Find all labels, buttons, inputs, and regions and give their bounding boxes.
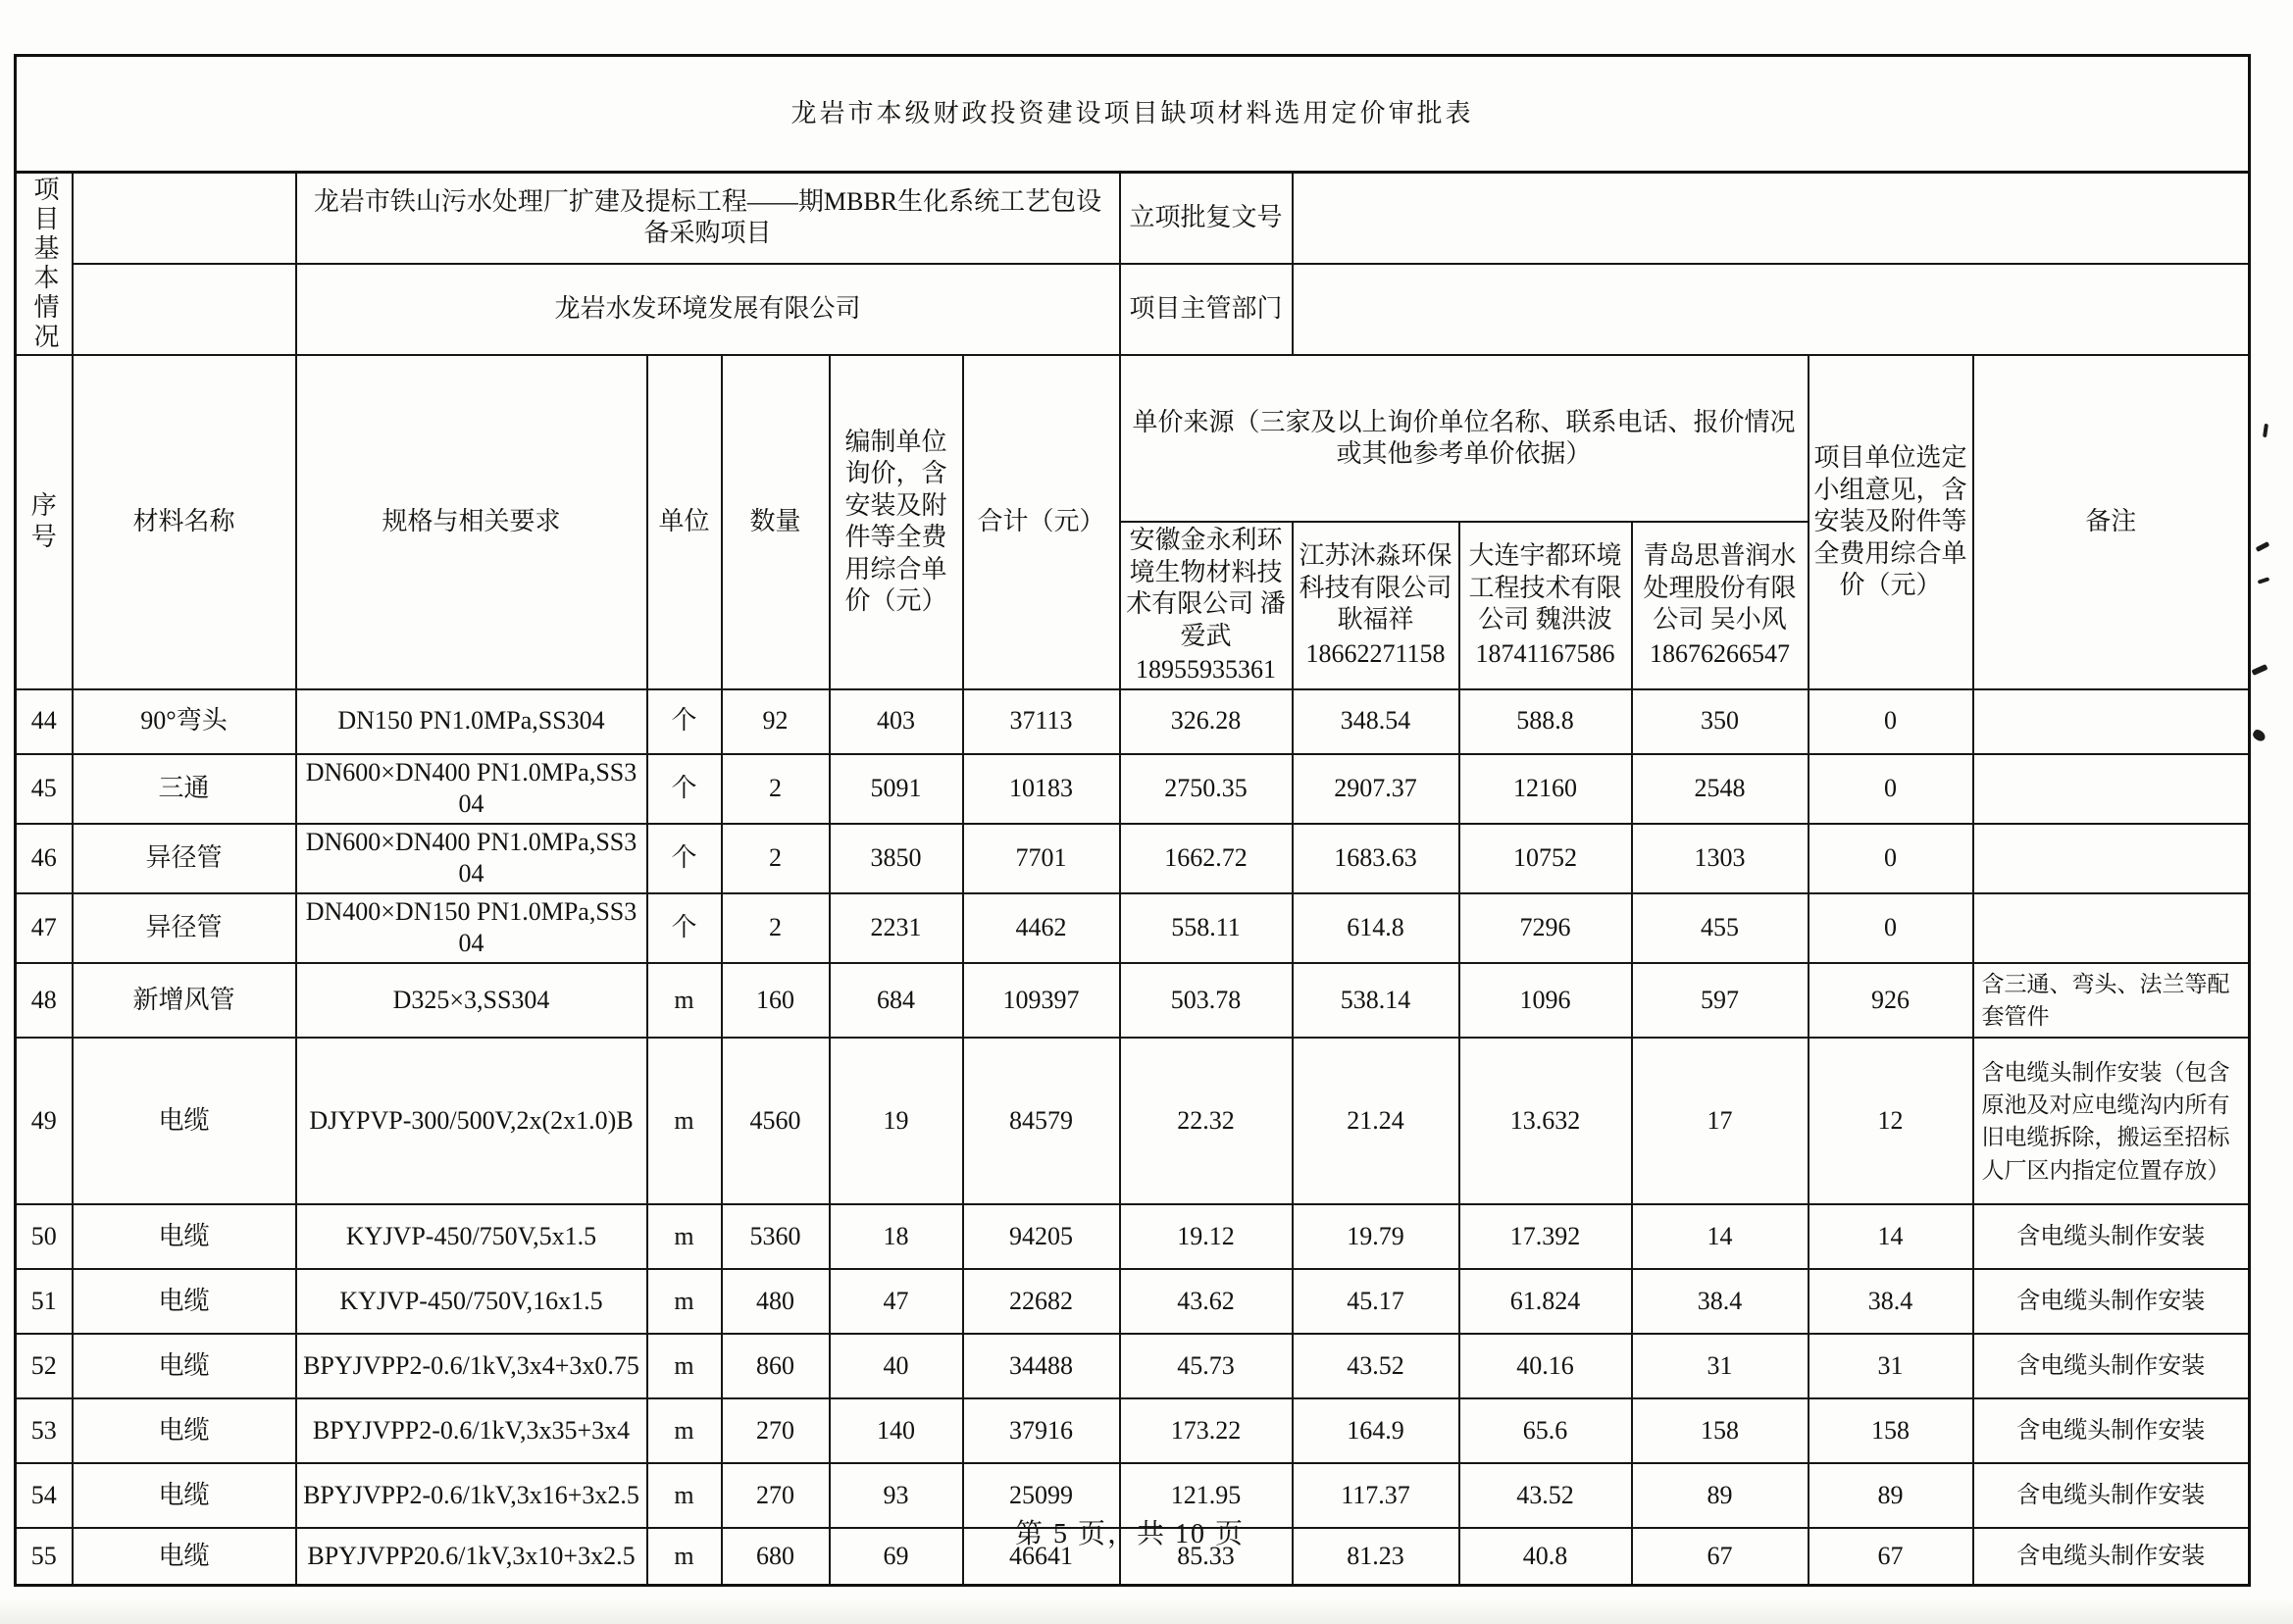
cell-unit: 个 [647,754,722,824]
cell-quote-3: 14 [1632,1204,1809,1269]
cell-quote-1: 348.54 [1293,689,1459,754]
cell-quote-2: 17.392 [1459,1204,1632,1269]
cell-material: 90°弯头 [73,689,296,754]
cell-qty: 92 [722,689,830,754]
cell-spec: BPYJVPP2-0.6/1kV,3x35+3x4 [296,1398,647,1463]
scan-artifact [2258,577,2270,584]
cell-material: 异径管 [73,893,296,963]
header-unit: 单位 [647,355,722,689]
cell-quote-0: 2750.35 [1120,754,1293,824]
cell-qty: 860 [722,1334,830,1398]
cell-quote-1: 43.52 [1293,1334,1459,1398]
cell-seq: 46 [16,824,73,893]
cell-total: 84579 [963,1038,1120,1204]
cell-unit-price: 47 [830,1269,963,1334]
cell-unit-price: 403 [830,689,963,754]
cell-seq: 49 [16,1038,73,1204]
cell-material: 电缆 [73,1398,296,1463]
cell-total: 25099 [963,1463,1120,1528]
cell-material: 异径管 [73,824,296,893]
scan-artifact [2251,664,2268,676]
cell-remark: 含三通、弯头、法兰等配套管件 [1973,963,2250,1039]
cell-unit: 个 [647,893,722,963]
cell-seq: 44 [16,689,73,754]
info-row-company [16,264,2250,355]
cell-unit-price: 93 [830,1463,963,1528]
cell-qty: 5360 [722,1204,830,1269]
vendor-name: 大连宇都环境工程技术有限公司 魏洪波 [1468,541,1622,634]
cell-selected: 31 [1809,1334,1973,1398]
vendor-phone: 18676266547 [1650,638,1790,668]
cell-quote-3: 67 [1632,1528,1809,1585]
header-remark: 备注 [1973,355,2250,689]
cell-seq: 51 [16,1269,73,1334]
cell-qty: 2 [722,754,830,824]
scan-artifact [2251,728,2267,742]
vendor-header-0 [1120,522,1293,689]
cell-remark [1973,689,2250,754]
header-price-source: 单价来源（三家及以上询价单位名称、联系电话、报价情况或其他参考单价依据） [1120,355,1809,522]
cell-seq: 48 [16,963,73,1039]
cell-seq: 53 [16,1398,73,1463]
cell-unit-price: 684 [830,963,963,1039]
cell-unit: 个 [647,824,722,893]
table-row-51 [16,1269,2250,1334]
cell-quote-3: 38.4 [1632,1269,1809,1334]
cell-selected: 0 [1809,754,1973,824]
cell-unit: m [647,1269,722,1334]
cell-qty: 270 [722,1463,830,1528]
cell-quote-1: 19.79 [1293,1204,1459,1269]
cell-remark [1973,893,2250,963]
cell-total: 37916 [963,1398,1120,1463]
cell-seq: 50 [16,1204,73,1269]
header-seq: 序号 [16,355,73,689]
cell-unit: m [647,1463,722,1528]
cell-quote-3: 158 [1632,1398,1809,1463]
cell-quote-3: 455 [1632,893,1809,963]
cell-spec: KYJVP-450/750V,5x1.5 [296,1204,647,1269]
cell-quote-3: 17 [1632,1038,1809,1204]
cell-quote-1: 614.8 [1293,893,1459,963]
cell-total: 22682 [963,1269,1120,1334]
cell-selected: 0 [1809,689,1973,754]
cell-total: 4462 [963,893,1120,963]
cell-spec: D325×3,SS304 [296,963,647,1039]
cell-total: 7701 [963,824,1120,893]
cell-quote-2: 40.8 [1459,1528,1632,1585]
cell-unit: m [647,963,722,1039]
cell-unit-price: 2231 [830,893,963,963]
cell-remark: 含电缆头制作安装 [1973,1204,2250,1269]
cell-quote-2: 13.632 [1459,1038,1632,1204]
cell-material: 电缆 [73,1463,296,1528]
cell-unit-price: 40 [830,1334,963,1398]
cell-spec: BPYJVPP2-0.6/1kV,3x4+3x0.75 [296,1334,647,1398]
cell-qty: 160 [722,963,830,1039]
cell-unit-price: 69 [830,1528,963,1585]
info-blank-cell [73,264,296,355]
cell-selected: 0 [1809,824,1973,893]
cell-quote-2: 40.16 [1459,1334,1632,1398]
cell-quote-0: 558.11 [1120,893,1293,963]
cell-remark: 含电缆头制作安装 [1973,1269,2250,1334]
scan-artifact [0,1599,2293,1624]
cell-quote-2: 1096 [1459,963,1632,1039]
cell-quote-2: 65.6 [1459,1398,1632,1463]
vendor-phone: 18741167586 [1475,638,1615,668]
vendor-name: 青岛思普润水处理股份有限公司 吴小风 [1643,541,1797,634]
cell-unit-price: 18 [830,1204,963,1269]
cell-quote-0: 326.28 [1120,689,1293,754]
cell-material: 三通 [73,754,296,824]
cell-spec: DN600×DN400 PN1.0MPa,SS304 [296,824,647,893]
page-title: 龙岩市本级财政投资建设项目缺项材料选用定价审批表 [16,56,2250,173]
cell-qty: 270 [722,1398,830,1463]
cell-remark: 含电缆头制作安装 [1973,1334,2250,1398]
cell-selected: 14 [1809,1204,1973,1269]
material-rows [16,689,2250,1586]
page-number: 第 5 页，共 10 页 [1014,1519,1245,1549]
cell-seq: 45 [16,754,73,824]
vendor-header-2 [1459,522,1632,689]
table-row-46 [16,824,2250,893]
cell-quote-3: 31 [1632,1334,1809,1398]
cell-quote-0: 43.62 [1120,1269,1293,1334]
cell-spec: DN400×DN150 PN1.0MPa,SS304 [296,893,647,963]
cell-remark [1973,824,2250,893]
cell-quote-0: 1662.72 [1120,824,1293,893]
approval-doc-value [1293,173,2250,264]
info-row-project [16,173,2250,264]
cell-selected: 89 [1809,1463,1973,1528]
cell-total: 94205 [963,1204,1120,1269]
vendor-name: 江苏沐淼环保科技有限公司 耿福祥 [1299,541,1452,634]
cell-quote-1: 538.14 [1293,963,1459,1039]
cell-quote-0: 22.32 [1120,1038,1293,1204]
cell-selected: 0 [1809,893,1973,963]
cell-seq: 54 [16,1463,73,1528]
cell-spec: DN150 PN1.0MPa,SS304 [296,689,647,754]
cell-selected: 38.4 [1809,1269,1973,1334]
cell-unit-price: 19 [830,1038,963,1204]
cell-material: 电缆 [73,1038,296,1204]
cell-unit: m [647,1038,722,1204]
title-row [16,56,2250,173]
cell-unit: m [647,1204,722,1269]
cell-selected: 67 [1809,1528,1973,1585]
table-row-50 [16,1204,2250,1269]
vendor-name: 安徽金永利环境生物材料技术有限公司 潘爱武 [1126,526,1286,650]
cell-unit: m [647,1528,722,1585]
cell-remark [1973,754,2250,824]
cell-quote-2: 12160 [1459,754,1632,824]
header-spec: 规格与相关要求 [296,355,647,689]
cell-quote-2: 7296 [1459,893,1632,963]
cell-qty: 2 [722,824,830,893]
project-name: 龙岩市铁山污水处理厂扩建及提标工程——期MBBR生化系统工艺包设备采购项目 [296,173,1120,264]
cell-quote-1: 1683.63 [1293,824,1459,893]
cell-quote-2: 43.52 [1459,1463,1632,1528]
cell-quote-0: 19.12 [1120,1204,1293,1269]
dept-value [1293,264,2250,355]
cell-quote-3: 597 [1632,963,1809,1039]
cell-unit-price: 5091 [830,754,963,824]
cell-total: 37113 [963,689,1120,754]
cell-material: 电缆 [73,1204,296,1269]
cell-quote-1: 45.17 [1293,1269,1459,1334]
dept-label: 项目主管部门 [1120,264,1293,355]
cell-qty: 4560 [722,1038,830,1204]
header-qty: 数量 [722,355,830,689]
header-material: 材料名称 [73,355,296,689]
vendor-phone: 18955935361 [1136,655,1276,684]
cell-seq: 52 [16,1334,73,1398]
cell-qty: 680 [722,1528,830,1585]
table-row-49 [16,1038,2250,1204]
cell-quote-1: 117.37 [1293,1463,1459,1528]
cell-quote-3: 89 [1632,1463,1809,1528]
cell-quote-3: 2548 [1632,754,1809,824]
cell-qty: 480 [722,1269,830,1334]
table-row-53 [16,1398,2250,1463]
cell-qty: 2 [722,893,830,963]
cell-quote-3: 350 [1632,689,1809,754]
scan-artifact [2263,424,2268,437]
cell-quote-1: 81.23 [1293,1528,1459,1585]
header-selected: 项目单位选定小组意见，含安装及附件等全费用综合单价（元） [1809,355,1973,689]
cell-quote-2: 61.824 [1459,1269,1632,1334]
company-name: 龙岩水发环境发展有限公司 [296,264,1120,355]
info-blank-cell [73,173,296,264]
cell-unit-price: 3850 [830,824,963,893]
cell-unit: 个 [647,689,722,754]
approval-form-table [14,54,2251,1587]
cell-spec: BPYJVPP20.6/1kV,3x10+3x2.5 [296,1528,647,1585]
vendor-phone: 18662271158 [1305,638,1446,668]
cell-selected: 158 [1809,1398,1973,1463]
table-row-47 [16,893,2250,963]
cell-total: 34488 [963,1334,1120,1398]
cell-unit: m [647,1398,722,1463]
info-section-label: 项目基本情况 [16,173,73,356]
cell-quote-0: 85.33 [1120,1528,1293,1585]
cell-total: 10183 [963,754,1120,824]
table-row-44 [16,689,2250,754]
cell-remark: 含电缆头制作安装 [1973,1463,2250,1528]
vendor-header-1 [1293,522,1459,689]
cell-quote-0: 121.95 [1120,1463,1293,1528]
header-row-main [16,355,2250,522]
cell-spec: KYJVP-450/750V,16x1.5 [296,1269,647,1334]
cell-remark: 含电缆头制作安装（包含原池及对应电缆沟内所有旧电缆拆除，搬运至招标人厂区内指定位置存放） [1973,1038,2250,1204]
table-row-48 [16,963,2250,1039]
cell-quote-1: 21.24 [1293,1038,1459,1204]
cell-unit: m [647,1334,722,1398]
cell-quote-3: 1303 [1632,824,1809,893]
cell-quote-0: 503.78 [1120,963,1293,1039]
cell-quote-0: 45.73 [1120,1334,1293,1398]
cell-total: 109397 [963,963,1120,1039]
cell-quote-1: 164.9 [1293,1398,1459,1463]
cell-material: 电缆 [73,1334,296,1398]
cell-unit-price: 140 [830,1398,963,1463]
cell-remark: 含电缆头制作安装 [1973,1398,2250,1463]
cell-quote-1: 2907.37 [1293,754,1459,824]
cell-material: 新增风管 [73,963,296,1039]
cell-remark: 含电缆头制作安装 [1973,1528,2250,1585]
cell-quote-2: 588.8 [1459,689,1632,754]
cell-selected: 12 [1809,1038,1973,1204]
cell-material: 电缆 [73,1269,296,1334]
cell-seq: 47 [16,893,73,963]
approval-doc-label: 立项批复文号 [1120,173,1293,264]
header-total: 合计（元） [963,355,1120,689]
cell-spec: BPYJVPP2-0.6/1kV,3x16+3x2.5 [296,1463,647,1528]
cell-selected: 926 [1809,963,1973,1039]
scan-artifact [2256,541,2270,552]
cell-quote-2: 10752 [1459,824,1632,893]
table-row-45 [16,754,2250,824]
cell-spec: DN600×DN400 PN1.0MPa,SS304 [296,754,647,824]
vendor-header-3 [1632,522,1809,689]
table-row-52 [16,1334,2250,1398]
cell-seq: 55 [16,1528,73,1585]
cell-material: 电缆 [73,1528,296,1585]
cell-spec: DJYPVP-300/500V,2x(2x1.0)B [296,1038,647,1204]
header-unit-price: 编制单位询价，含安装及附件等全费用综合单价（元） [830,355,963,689]
cell-quote-0: 173.22 [1120,1398,1293,1463]
cell-total: 46641 [963,1528,1120,1585]
